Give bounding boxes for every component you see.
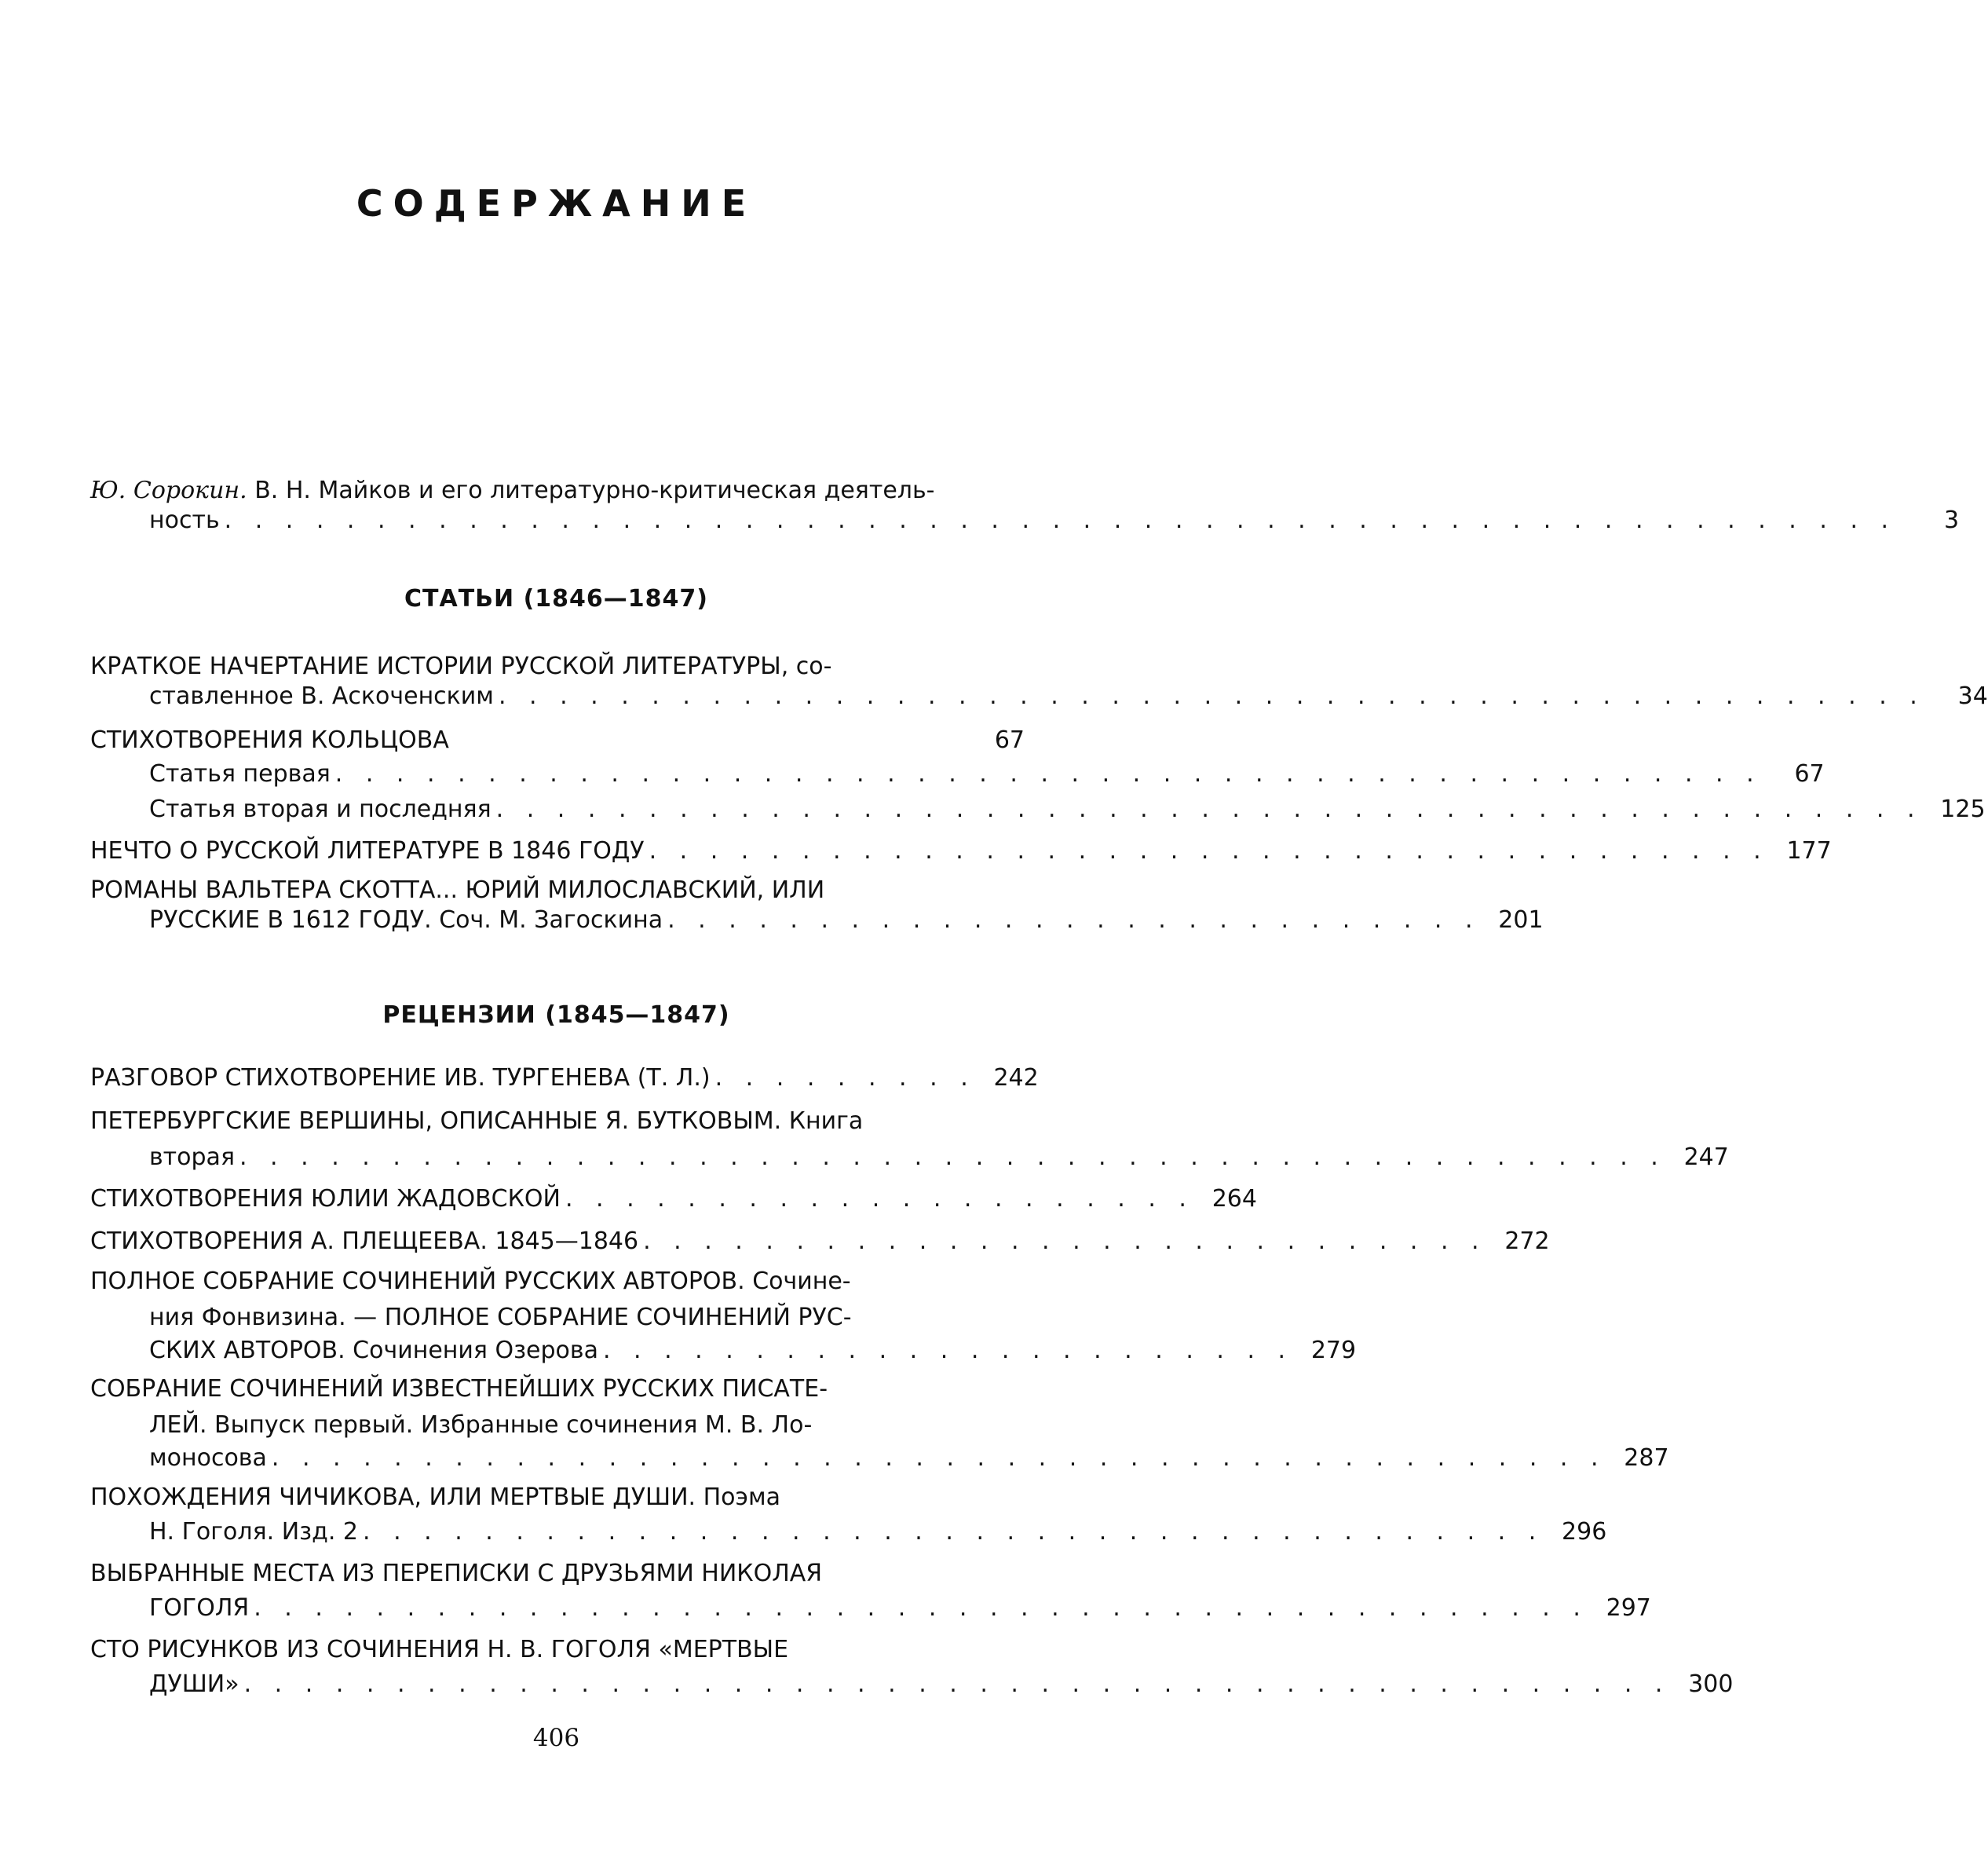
page-ref: 201 — [1498, 906, 1544, 934]
page-ref: 300 — [1688, 1670, 1734, 1698]
toc-entry-line — [90, 906, 1544, 935]
toc-entry-line: ЛЕЙ. Выпуск первый. Избранные сочинения М. В. Ло- — [149, 1411, 813, 1439]
page-ref: 67 — [1794, 760, 1825, 788]
page-ref: 125 — [1940, 796, 1986, 823]
toc-entry[interactable] — [90, 1063, 1039, 1093]
toc-entry[interactable] — [90, 1483, 1607, 1547]
toc-entry-line — [90, 1443, 1669, 1473]
entry-author: Ю. Сорокин. — [90, 477, 247, 504]
toc-entry-intro[interactable] — [90, 476, 1960, 536]
toc-entry-line: ПОЛНОЕ СОБРАНИЕ СОЧИНЕНИЙ РУССКИХ АВТОРОВ. Сочине- — [90, 1268, 851, 1295]
toc-entry-line: ния Фонвизина. — ПОЛНОЕ СОБРАНИЕ СОЧИНЕНИЙ РУС- — [149, 1304, 852, 1331]
page-ref: 297 — [1606, 1594, 1651, 1622]
toc-entry[interactable] — [90, 1227, 1550, 1257]
entry-text: СТИХОТВОРЕНИЯ А. ПЛЕЩЕЕВА. 1845—1846 — [90, 1228, 639, 1255]
toc-entry-line: ПОХОЖДЕНИЯ ЧИЧИКОВА, ИЛИ МЕРТВЫЕ ДУШИ. Поэма — [90, 1484, 781, 1511]
dot-leader: . . . . . . . . . . . . . . . . . . . . . . . . . . . . . . . . . . . . . . . . . . . . . . . . . . . . . . . — [224, 507, 1897, 534]
dot-leader: . . . . . . . . . . . . . . . . . . . . . . . . . . . . . . . . . . . . . . . . . . . . . . . — [498, 682, 1925, 710]
dot-leader: . . . . . . . . . . . . . . . . . . . . . . . . . . . — [667, 906, 1481, 934]
page-ref: 296 — [1562, 1518, 1607, 1546]
entry-text: Статья первая — [149, 760, 331, 788]
entry-text: моносова — [149, 1444, 267, 1472]
toc-entry[interactable] — [90, 1635, 1734, 1700]
entry-text: СТИХОТВОРЕНИЯ КОЛЬЦОВА — [90, 726, 449, 754]
entry-text: В. Н. Майков и его литературно-критическая деятель- — [247, 477, 935, 504]
page-ref: 247 — [1683, 1143, 1729, 1171]
page-ref: 272 — [1504, 1228, 1550, 1255]
toc-entry-line — [90, 476, 1025, 506]
toc-entry[interactable] — [90, 1184, 1257, 1214]
entry-text: ГОГОЛЯ — [149, 1594, 250, 1622]
section-title-reviews: РЕЦЕНЗИИ (1845—1847) — [382, 1001, 730, 1029]
toc-entry[interactable] — [90, 1559, 1651, 1623]
toc-entry-line — [90, 1227, 1550, 1257]
dot-leader: . . . . . . . . . . . . . . . . . . . . . . . . . . . . . . . . . . . . . . . . . . . . . . . — [495, 796, 1923, 823]
toc-entry[interactable] — [90, 1267, 1357, 1366]
toc-entry-line — [90, 836, 1832, 866]
dot-leader: . . . . . . . . . . . . . . . . . . . . . . . . . . . . . . . . . . . . . . . . . . . . . . . — [243, 1670, 1671, 1698]
toc-entry[interactable] — [90, 1107, 1729, 1173]
toc-entry-line — [90, 1593, 1651, 1623]
toc-entry-line — [90, 1184, 1257, 1214]
entry-text: Статья вторая и последняя — [149, 796, 492, 823]
toc-entry-line — [90, 795, 1986, 825]
dot-leader: . . . . . . . . . — [714, 1064, 976, 1092]
toc-entry[interactable] — [90, 759, 1825, 789]
entry-text: СКИХ АВТОРОВ. Сочинения Озерова — [149, 1337, 598, 1364]
entry-text: ДУШИ» — [149, 1670, 239, 1698]
toc-entry-line: СОБРАНИЕ СОЧИНЕНИЙ ИЗВЕСТНЕЙШИХ РУССКИХ ПИСАТЕ- — [90, 1375, 828, 1403]
toc-entry[interactable] — [90, 726, 1025, 756]
page-ref: 242 — [993, 1064, 1039, 1092]
page-ref: 279 — [1310, 1337, 1357, 1364]
toc-entry[interactable] — [90, 1374, 1669, 1473]
page-ref: 177 — [1786, 837, 1832, 865]
dot-leader: . . . . . . . . . . . . . . . . . . . . . . . . . . . . — [643, 1228, 1487, 1255]
page-number: 406 — [532, 1724, 580, 1752]
page-ref: 3 — [1943, 507, 1960, 534]
toc-entry-line: РОМАНЫ ВАЛЬТЕРА СКОТТА... ЮРИЙ МИЛОСЛАВСКИЙ, ИЛИ — [90, 876, 825, 904]
dot-leader: . . . . . . . . . . . . . . . . . . . . . . . . . . . . . . . . . . . . . . . . . . . . . . . — [334, 760, 1762, 788]
toc-entry[interactable] — [90, 795, 1986, 825]
entry-text: вторая — [149, 1143, 235, 1171]
page-ref: 264 — [1211, 1185, 1257, 1213]
page-title: СОДЕРЖАНИЕ — [356, 182, 757, 225]
entry-text: ставленное В. Аскоченским — [149, 682, 494, 710]
toc-entry-line — [90, 1063, 1039, 1093]
toc-entry[interactable] — [90, 876, 1544, 935]
toc-entry[interactable] — [90, 652, 1988, 712]
section-title-articles: СТАТЬИ (1846—1847) — [404, 585, 708, 613]
entry-text: РАЗГОВОР СТИХОТВОРЕНИЕ ИВ. ТУРГЕНЕВА (Т. Л.) — [90, 1064, 711, 1092]
entry-text: РУССКИЕ В 1612 ГОДУ. Соч. М. Загоскина — [149, 906, 663, 934]
page-ref: 34 — [1957, 682, 1988, 710]
page-ref: 287 — [1624, 1444, 1669, 1472]
toc-entry-line — [90, 726, 1025, 756]
entry-text: НЕЧТО О РУССКОЙ ЛИТЕРАТУРЕ В 1846 ГОДУ — [90, 837, 645, 865]
toc-entry-line — [90, 1143, 1729, 1173]
page-ref: 67 — [994, 726, 1025, 754]
toc-entry[interactable] — [90, 836, 1832, 866]
dot-leader: . . . . . . . . . . . . . . . . . . . . . — [565, 1185, 1194, 1213]
dot-leader: . . . . . . . . . . . . . . . . . . . . . . . — [602, 1337, 1294, 1364]
dot-leader: . . . . . . . . . . . . . . . . . . . . . . . . . . . . . . . . . . . . . . . . . . . . — [271, 1444, 1606, 1472]
entry-text: ность — [149, 507, 220, 534]
entry-text: СТИХОТВОРЕНИЯ ЮЛИИ ЖАДОВСКОЙ — [90, 1185, 561, 1213]
dot-leader: . . . . . . . . . . . . . . . . . . . . . . . . . . . . . . . . . . . . . — [649, 837, 1769, 865]
toc-entry-line — [90, 506, 1960, 536]
toc-entry-line — [90, 1336, 1357, 1366]
toc-entry-line: СТО РИСУНКОВ ИЗ СОЧИНЕНИЯ Н. В. ГОГОЛЯ «МЕРТВЫЕ — [90, 1636, 789, 1663]
dot-leader: . . . . . . . . . . . . . . . . . . . . . . . . . . . . . . . . . . . . . . . . . . . . . . . — [239, 1143, 1666, 1171]
toc-entry-line — [90, 1670, 1734, 1700]
toc-entry-line — [90, 682, 1988, 712]
toc-entry-line: ПЕТЕРБУРГСКИЕ ВЕРШИНЫ, ОПИСАННЫЕ Я. БУТКОВЫМ. Книга — [90, 1107, 864, 1135]
toc-entry-line — [90, 759, 1825, 789]
toc-entry-line: КРАТКОЕ НАЧЕРТАНИЕ ИСТОРИИ РУССКОЙ ЛИТЕРАТУРЫ, со- — [90, 653, 832, 680]
toc-entry-line: ВЫБРАННЫЕ МЕСТА ИЗ ПЕРЕПИСКИ С ДРУЗЬЯМИ НИКОЛАЯ — [90, 1560, 823, 1587]
dot-leader: . . . . . . . . . . . . . . . . . . . . . . . . . . . . . . . . . . . . . . . — [363, 1518, 1544, 1546]
dot-leader: . . . . . . . . . . . . . . . . . . . . . . . . . . . . . . . . . . . . . . . . . . . . — [254, 1594, 1588, 1622]
toc-entry-line — [90, 1517, 1607, 1547]
entry-text: Н. Гоголя. Изд. 2 — [149, 1518, 358, 1546]
